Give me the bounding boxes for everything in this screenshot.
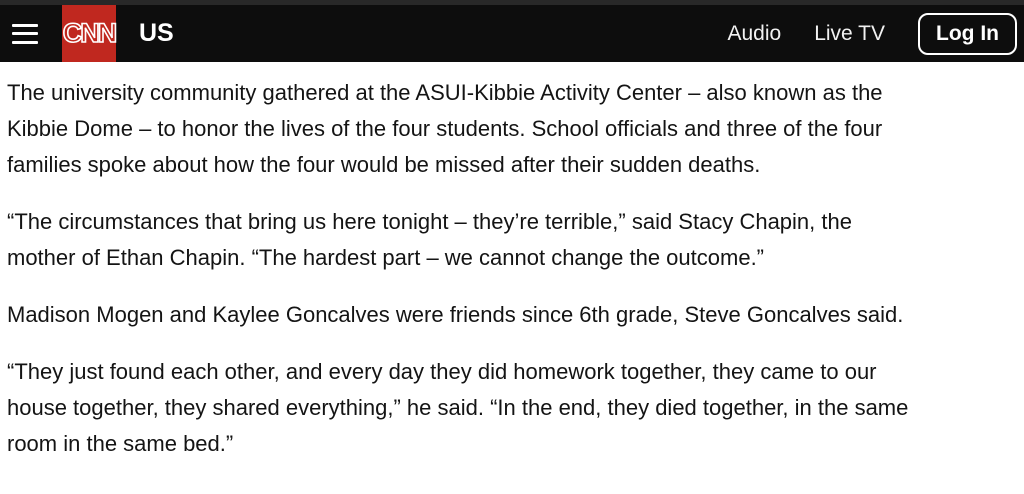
article-body: [0, 62, 1024, 462]
hamburger-icon: [12, 24, 38, 27]
menu-button[interactable]: [12, 24, 38, 44]
paragraph-line: room in the same bed.”: [7, 431, 234, 456]
nav-item-live-tv[interactable]: Live TV: [814, 21, 886, 45]
paragraph-line: “The circumstances that bring us here tonight – they’re terrible,” said Stacy Chapin, the: [7, 209, 852, 234]
section-label-us[interactable]: US: [139, 19, 174, 47]
nav-item-audio[interactable]: Audio: [727, 21, 782, 45]
login-button[interactable]: Log In: [918, 13, 1017, 55]
paragraph-line: Madison Mogen and Kaylee Goncalves were friends since 6th grade, Steve Goncalves said.: [7, 302, 904, 327]
article-paragraph: [7, 354, 1016, 462]
site-header: [0, 5, 1024, 62]
cnn-logo[interactable]: [62, 5, 116, 62]
paragraph-line: house together, they shared everything,” he said. “In the end, they died together, in the same: [7, 395, 909, 420]
paragraph-line: mother of Ethan Chapin. “The hardest part – we cannot change the outcome.”: [7, 245, 765, 270]
paragraph-line: families spoke about how the four would be missed after their sudden deaths.: [7, 152, 761, 177]
hamburger-icon: [12, 41, 38, 44]
hamburger-icon: [12, 32, 38, 35]
cnn-logo-text: CNN: [62, 18, 116, 48]
article-paragraph: [7, 297, 1016, 333]
paragraph-line: Kibbie Dome – to honor the lives of the four students. School officials and three of the four: [7, 116, 883, 141]
article-paragraph: [7, 204, 1016, 276]
article-paragraph: [7, 75, 1016, 183]
paragraph-line: The university community gathered at the ASUI-Kibbie Activity Center – also known as the: [7, 80, 883, 105]
paragraph-line: “They just found each other, and every day they did homework together, they came to our: [7, 359, 877, 384]
